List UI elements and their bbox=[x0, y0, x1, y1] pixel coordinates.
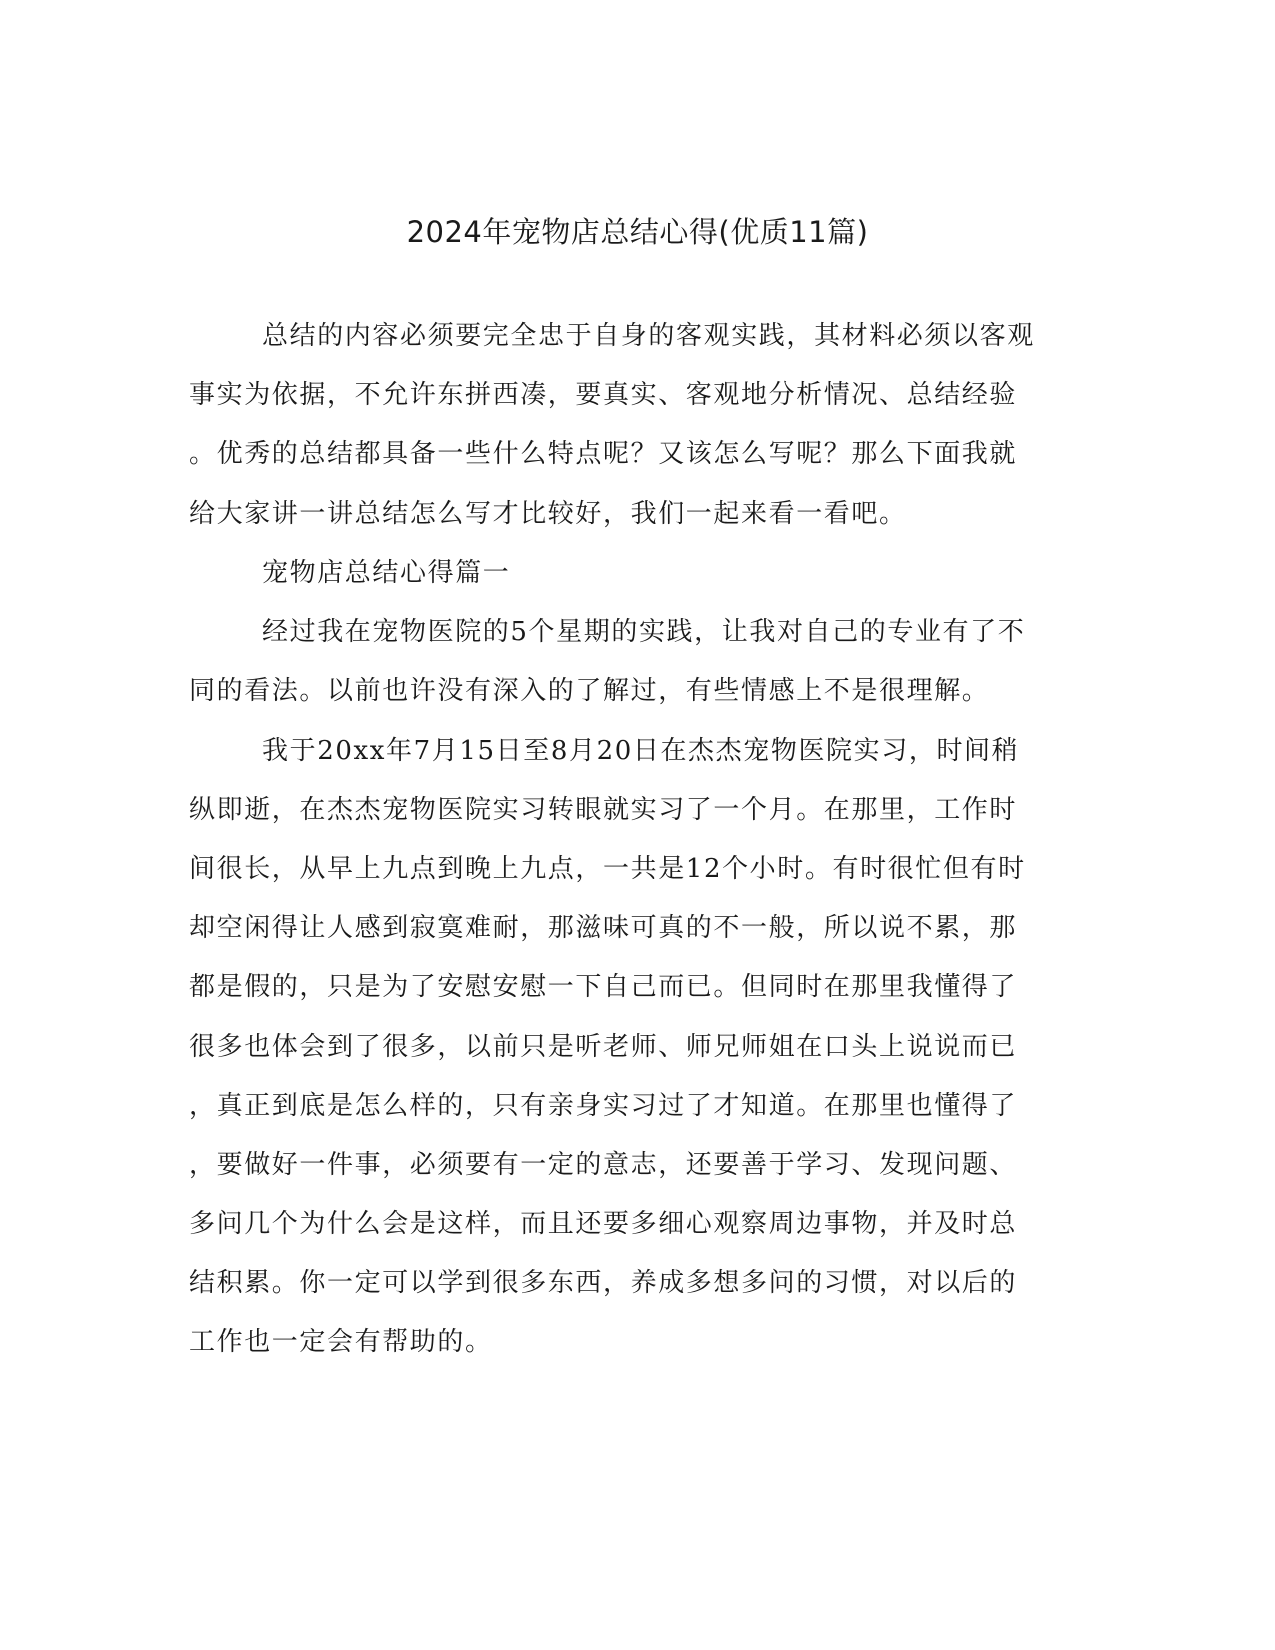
paragraph-line: 事实为依据，不允许东拼西凑，要真实、客观地分析情况、总结经验 bbox=[189, 380, 1018, 410]
paragraph-line: 间很长，从早上九点到晚上九点，一共是12个小时。有时很忙但有时 bbox=[189, 854, 1026, 884]
paragraph-line: 工作也一定会有帮助的。 bbox=[189, 1327, 493, 1357]
paragraph-line: ，真正到底是怎么样的，只有亲身实习过了才知道。在那里也懂得了 bbox=[189, 1091, 1018, 1121]
paragraph-line: 纵即逝，在杰杰宠物医院实习转眼就实习了一个月。在那里，工作时 bbox=[189, 795, 1018, 825]
paragraph-line: 多问几个为什么会是这样，而且还要多细心观察周边事物，并及时总 bbox=[189, 1209, 1018, 1239]
paragraph-line: 经过我在宠物医院的5个星期的实践，让我对自己的专业有了不 bbox=[262, 617, 1026, 647]
paragraph-line: 很多也体会到了很多，以前只是听老师、师兄师姐在口头上说说而已 bbox=[189, 1032, 1018, 1062]
document-title: 2024年宠物店总结心得(优质11篇) bbox=[406, 215, 869, 249]
paragraph-line: 我于20xx年7月15日至8月20日在杰杰宠物医院实习，时间稍 bbox=[262, 736, 1020, 766]
paragraph-line: 结积累。你一定可以学到很多东西，养成多想多问的习惯，对以后的 bbox=[189, 1268, 1018, 1298]
paragraph-line: 。优秀的总结都具备一些什么特点呢？又该怎么写呢？那么下面我就 bbox=[189, 439, 1018, 469]
paragraph-line: ，要做好一件事，必须要有一定的意志，还要善于学习、发现问题、 bbox=[189, 1150, 1018, 1180]
paragraph-line: 都是假的，只是为了安慰安慰一下自己而已。但同时在那里我懂得了 bbox=[189, 972, 1018, 1002]
section-heading: 宠物店总结心得篇一 bbox=[262, 558, 511, 588]
paragraph-line: 总结的内容必须要完全忠于自身的客观实践，其材料必须以客观 bbox=[262, 321, 1035, 351]
paragraph-line: 同的看法。以前也许没有深入的了解过，有些情感上不是很理解。 bbox=[189, 676, 990, 706]
paragraph-line: 却空闲得让人感到寂寞难耐，那滋味可真的不一般，所以说不累，那 bbox=[189, 913, 1018, 943]
paragraph-line: 给大家讲一讲总结怎么写才比较好，我们一起来看一看吧。 bbox=[189, 499, 907, 529]
